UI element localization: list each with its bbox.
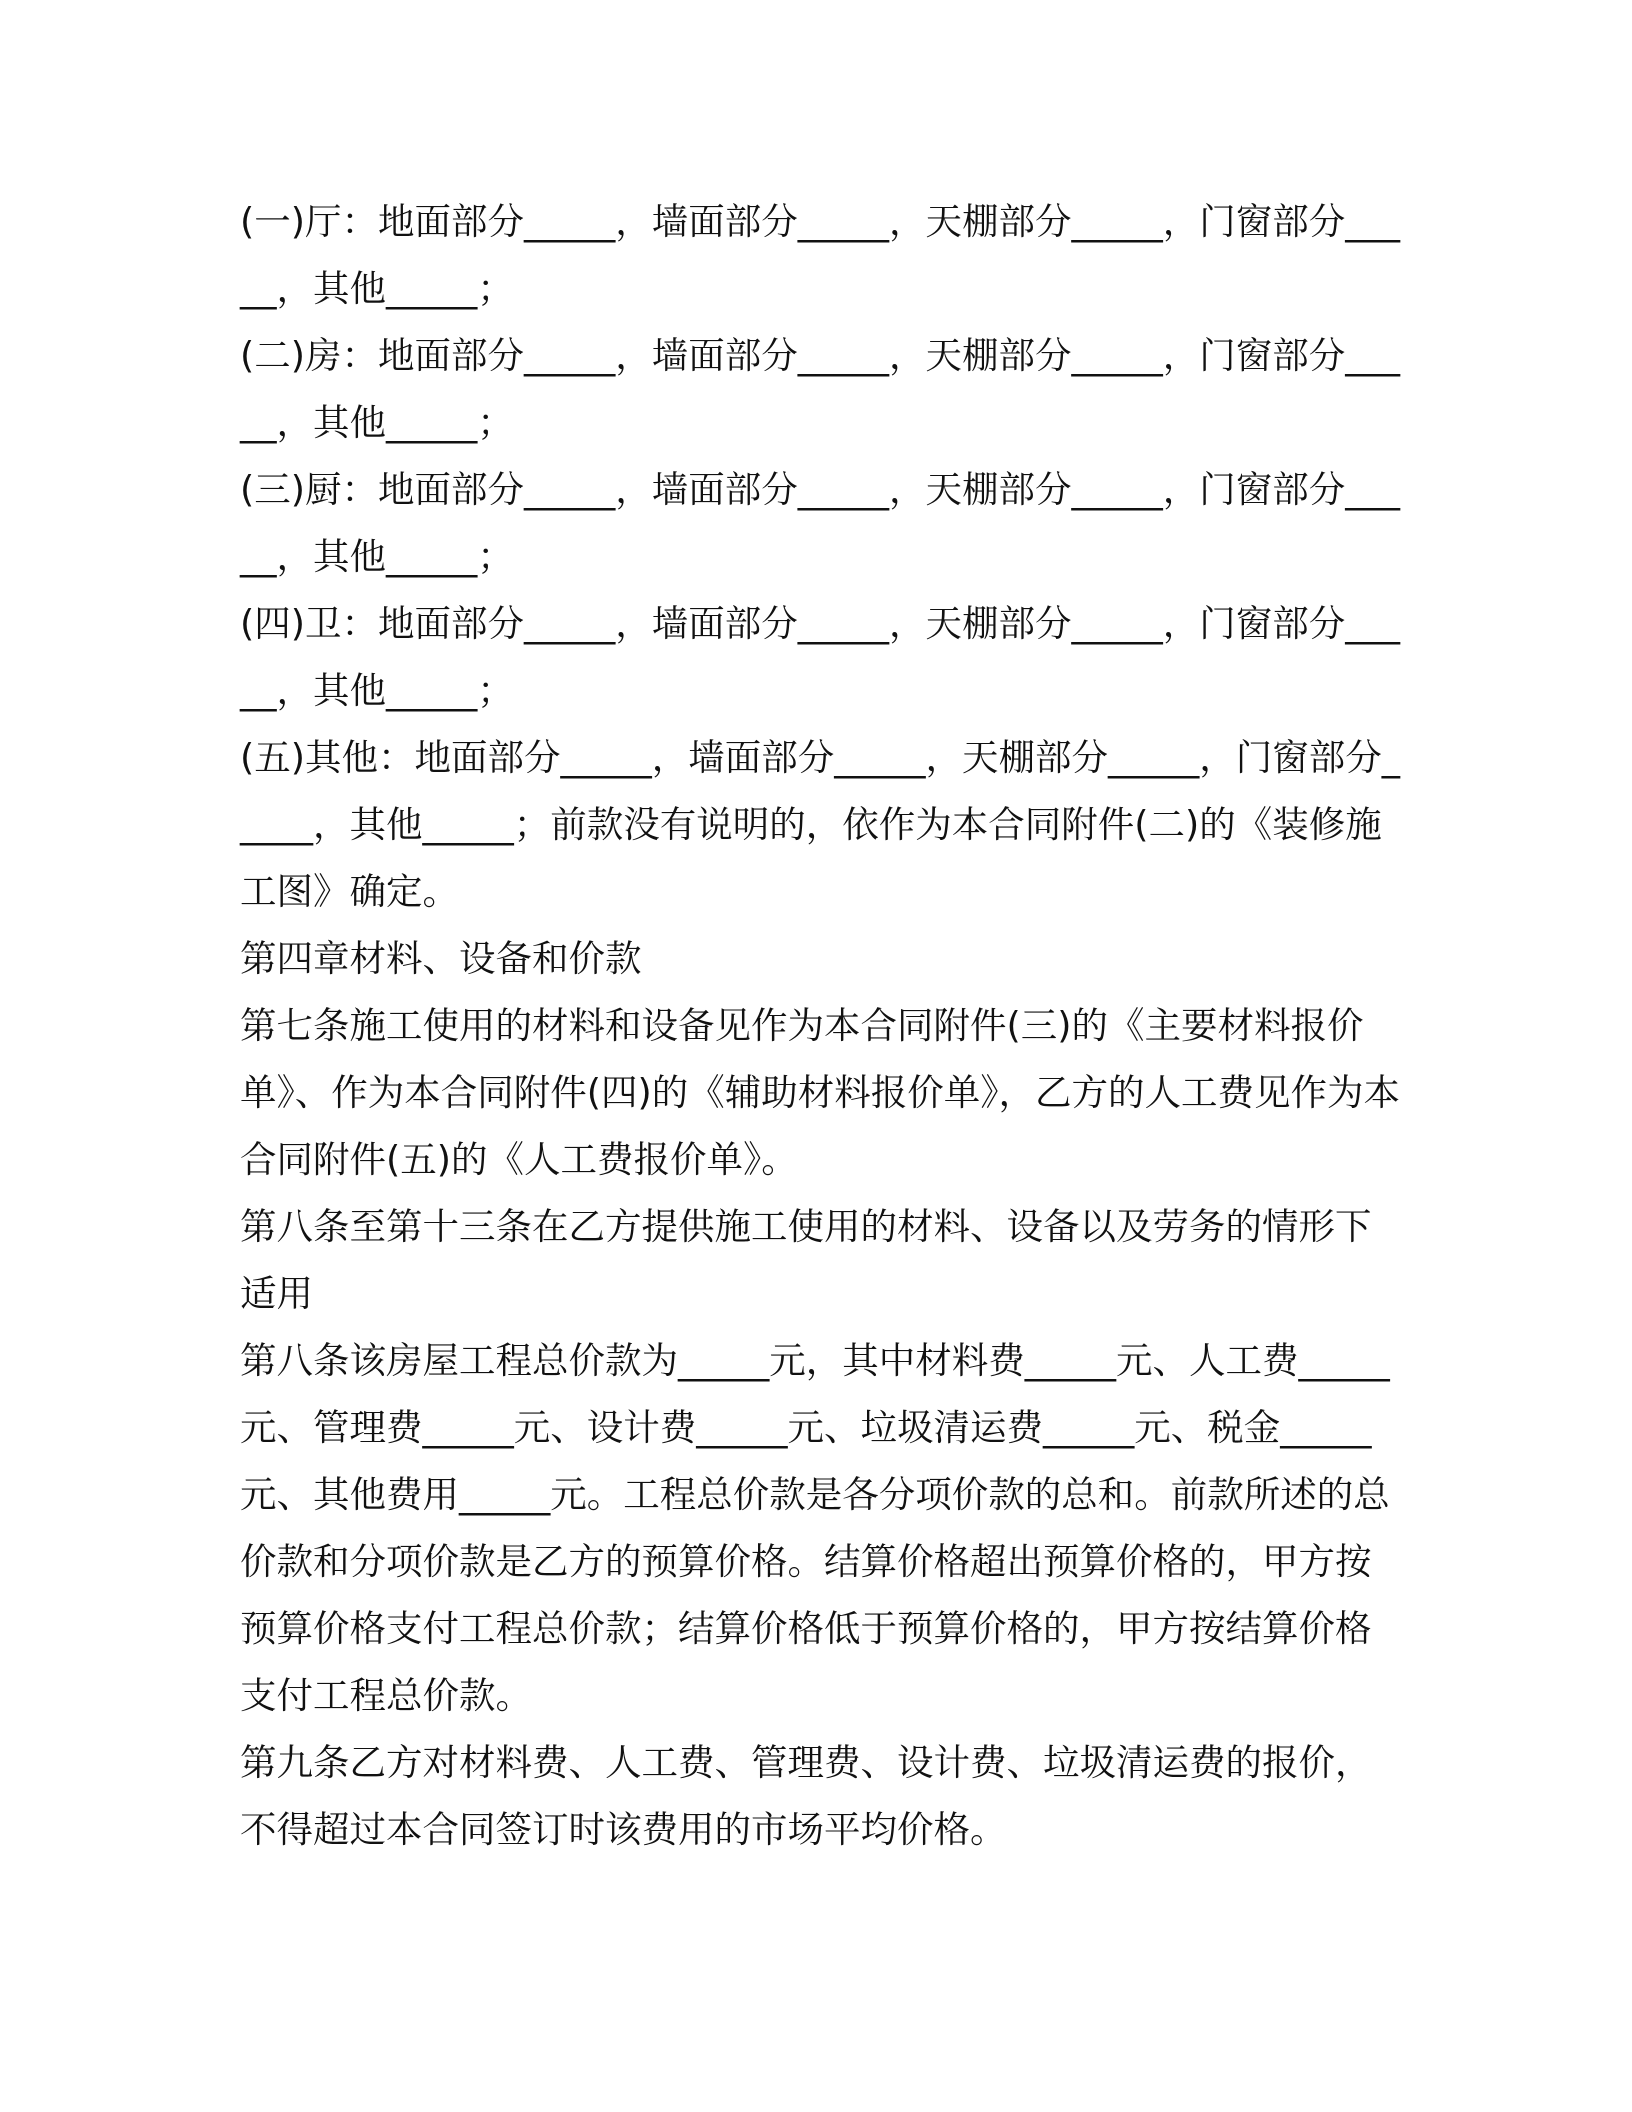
article-9: 第九条乙方对材料费、人工费、管理费、设计费、垃圾清运费的报价，不得超过本合同签订时该费用的市场平均价格。 bbox=[240, 1741, 1372, 1851]
clause-kitchen: (三)厨：地面部分_____，墙面部分_____，天棚部分_____，门窗部分_____，其他_____； bbox=[240, 468, 1400, 578]
clause-other: (五)其他：地面部分_____，墙面部分_____，天棚部分_____，门窗部分_____，其他_____；前款没有说明的，依作为本合同附件(二)的《装修施工图》确定。 bbox=[240, 736, 1400, 913]
clause-hall: (一)厅：地面部分_____，墙面部分_____，天棚部分_____，门窗部分_____，其他_____； bbox=[240, 200, 1400, 310]
clause-bathroom: (四)卫：地面部分_____，墙面部分_____，天棚部分_____，门窗部分_____，其他_____； bbox=[240, 602, 1400, 712]
chapter-heading: 第四章材料、设备和价款 bbox=[240, 937, 642, 980]
clause-room: (二)房：地面部分_____，墙面部分_____，天棚部分_____，门窗部分_____，其他_____； bbox=[240, 334, 1400, 444]
document-body bbox=[240, 188, 1400, 1863]
articles-8-13-scope: 第八条至第十三条在乙方提供施工使用的材料、设备以及劳务的情形下适用 bbox=[240, 1205, 1372, 1315]
article-8: 第八条该房屋工程总价款为_____元，其中材料费_____元、人工费_____元、管理费_____元、设计费_____元、垃圾清运费_____元、税金_____元、其他费用_____元。工程总价款是各分项价款的总和。前款所述的总价款和分项价款是乙方的预算价格。结算价格超出预算价格的，甲方按预算价格支付工程总价款；结算价格低于预算价格的，甲方按结算价格支付工程总价款。 bbox=[240, 1339, 1390, 1717]
article-7: 第七条施工使用的材料和设备见作为本合同附件(三)的《主要材料报价单》、作为本合同附件(四)的《辅助材料报价单》，乙方的人工费见作为本合同附件(五)的《人工费报价单》。 bbox=[240, 1004, 1400, 1181]
